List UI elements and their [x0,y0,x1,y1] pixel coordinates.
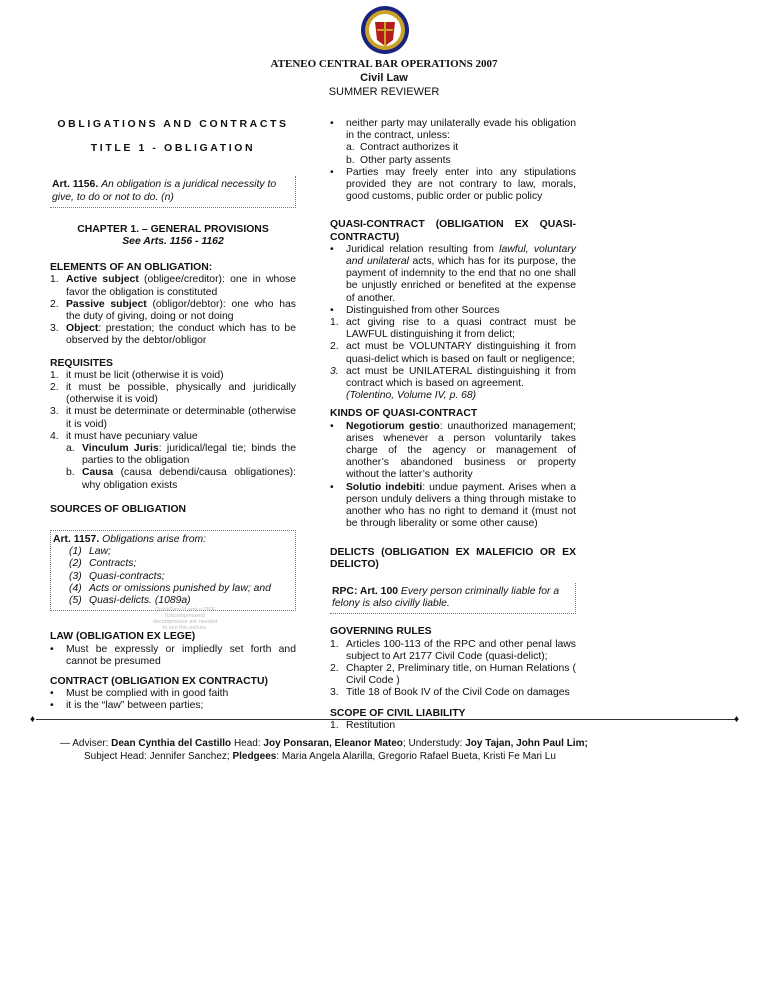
list-item: 2. Passive subject (obligor/debtor): one who has the duty of giving, doing or not doing [50,298,297,323]
list-item: • Distinguished from other Sources [330,304,500,316]
article-text: An obligation is a juridical necessity to give, to do or not to do. (n) [52,179,277,203]
list-item: (2) Contracts; [69,558,137,570]
contract-heading: CONTRACT (OBLIGATION EX CONTRACTU) [50,675,268,687]
elements-heading: ELEMENTS OF AN OBLIGATION: [50,262,213,274]
title-heading: TITLE 1 - OBLIGATION [90,142,256,155]
list-item: 3. Object: prestation; the conduct which has to be observed by the debtor/obligor [50,323,296,347]
chapter-heading: CHAPTER 1. – GENERAL PROVISIONS [77,223,269,235]
sources-heading: SOURCES OF OBLIGATION [50,503,187,515]
list-item: • neither party may unilaterally evade his obligation in the contract, unless: [330,118,576,142]
list-item: • Negotiorum gestio: unauthorized management; arises whenever a person voluntarily takes charge of the agency or management of another’s abandoned business or property without the latter’s authority [330,420,576,481]
list-item: 1. act giving rise to a quasi contract must be LAWFUL distinguishing it from delict; [330,317,576,341]
list-item: (3) Quasi-contracts; [69,570,165,582]
contract-sublist [330,142,576,166]
law-list [50,644,296,668]
list-item: 1. Articles 100-113 of the RPC and other penal laws subject to Art 2177 Civil Code (quasi-delict); [330,638,576,662]
footer-divider [36,719,736,720]
article-1157-box [50,530,296,611]
quasi-distinction-list [330,317,576,390]
list-item: • Juridical relation resulting from lawful, voluntary and unilateral acts, which has for its purpose, the payment of indemnity to the end that no one shall be unjustly enriched or benefited at the expense of another. [330,243,576,304]
law-heading: LAW (OBLIGATION EX LEGE) [50,631,196,643]
governing-rules-heading: GOVERNING RULES [330,626,432,638]
contract-list [50,688,296,712]
list-item: 3. it must be determinate or determinable (otherwise it is void) [50,406,296,430]
scope-list [330,720,576,732]
footer-credits-line2: Subject Head: Jennifer Sanchez; Pledgees: Maria Angela Alarilla, Gregorio Rafael Bueta, Kristi Fe Mari Lu [84,751,556,762]
quicktime-watermark: QuickTime™ and a TIFF (Uncompressed) decompressor are needed to see this picture. [152,607,218,631]
list-item: 1. Active subject (obligee/creditor): one in whose favor the obligation is constituted [50,274,297,298]
elements-list [50,274,296,347]
list-item: 1. it must be licit (otherwise it is void) [50,369,224,381]
header-reviewer: SUMMER REVIEWER [328,86,440,98]
list-item: 3. act must be UNILATERAL distinguishing it from contract which is based on agreement. [330,365,576,390]
contract-continued-list [330,118,576,142]
list-item: b. Causa (causa debendi/causa obligationes): why obligation exists [66,467,296,491]
list-item: 2. it must be possible, physically and juridically (otherwise it is void) [50,382,296,406]
article-1157-list [53,546,293,607]
list-item: (5) Quasi-delicts. (1089a) [69,595,191,607]
list-item: (4) Acts or omissions punished by law; and [69,582,271,594]
footer-credits-line1: — Adviser: Dean Cynthia del Castillo Head: Joy Ponsaran, Eleanor Mateo; Understudy: Joy Tajan, John Paul Lim; [60,738,588,749]
kinds-heading: KINDS OF QUASI-CONTRACT [330,408,478,420]
rpc-article-box [330,583,576,614]
quasi-contract-list [330,244,576,317]
delicts-heading: DELICTS (OBLIGATION EX MALEFICIO OR EX DELICTO) [330,546,576,570]
requisites-list [50,370,296,443]
list-item: 4. it must have pecuniary value [50,430,198,442]
quasi-contract-heading: QUASI-CONTRACT (OBLIGATION EX QUASI-CONTRACTU) [330,219,576,243]
article-ref: Art. 1157. [53,534,100,546]
list-item: (1) Law; [69,546,111,558]
article-text: Every person criminally liable for a felony is also civilly liable. [332,585,560,610]
list-item: • it is the “law” between parties; [50,700,204,712]
list-item: • Must be expressly or impliedly set forth and cannot be presumed [50,643,296,667]
citation: (Tolentino, Volume IV, p. 68) [346,390,477,402]
list-item: • Solutio indebiti: undue payment. Arises when a person unduly delivers a thing through mistake to another who has no right to demand it (must not be through liberality or some other cause) [330,481,576,530]
header-org: ATENEO CENTRAL BAR OPERATIONS 2007 [270,58,498,70]
ateneo-seal-logo [355,4,415,56]
section-title: OBLIGATIONS AND CONTRACTS [57,118,289,130]
list-item: • Parties may freely enter into any stipulations provided they are not contrary to law, morals, good customs, public order or public policy [330,166,576,203]
list-item: • Must be complied with in good faith [50,688,229,700]
article-text: Obligations arise from: [102,534,207,546]
list-item: 2. act must be VOLUNTARY distinguishing it from quasi-delict which is based on fault or negligence; [330,341,576,365]
chapter-see: See Arts. 1156 - 1162 [122,236,224,248]
requisites-sublist [50,443,296,492]
requisites-heading: REQUISITES [50,357,113,369]
article-ref: Art. 1156. [52,179,99,191]
list-item: b. Other party assents [346,154,451,166]
right-column [330,118,576,732]
article-1156-box [50,176,296,207]
article-ref: RPC: Art. 100 [332,585,399,597]
dash-icon: — [60,738,70,749]
scope-heading: SCOPE OF CIVIL LIABILITY [330,707,466,719]
list-item: 2. Chapter 2, Preliminary title, on Human Relations ( Civil Code ) [330,662,576,687]
list-item: 1. Restitution [330,719,396,731]
list-item: 3. Title 18 of Book IV of the Civil Code on damages [330,687,570,699]
diamond-icon: ♦ [734,714,740,725]
governing-rules-list [330,639,576,700]
header-subject: Civil Law [360,72,408,84]
diamond-icon: ♦ [30,714,36,725]
list-item: a. Contract authorizes it [346,142,459,154]
list-item: a. Vinculum Juris: juridical/legal tie; binds the parties to the obligation [66,443,296,467]
kinds-list [330,421,576,531]
